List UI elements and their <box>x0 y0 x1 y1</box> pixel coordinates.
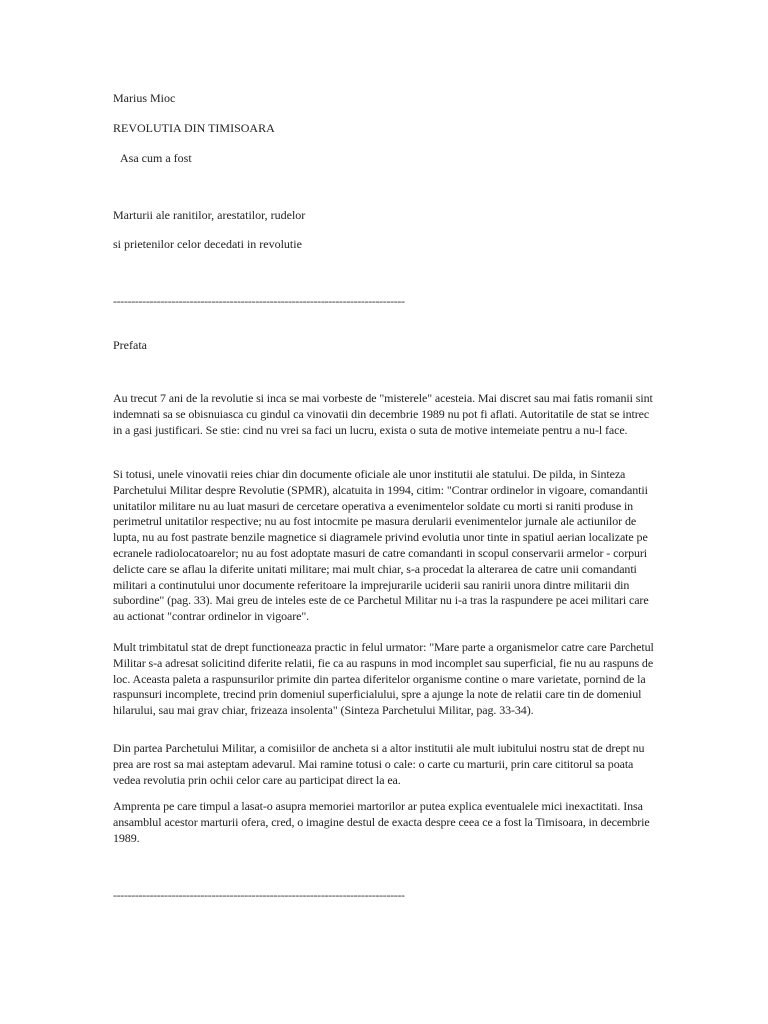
section-heading: Prefata <box>113 338 147 352</box>
document-title: REVOLUTIA DIN TIMISOARA <box>113 121 275 135</box>
paragraph-5: Amprenta pe care timpul a lasat-o asupra memoriei martorilor ar putea explica eventualele mici inexactitati. Insa ansamblul acestor marturii ofera, cred, o imagine destul de exacta despre ceea ce a fost la Timisoara, in decembrie 1989. <box>113 799 650 845</box>
paragraph-2: Si totusi, unele vinovatii reies chiar din documente oficiale ale unor institutii ale statului. De pilda, in Sinteza Parchetului Militar despre Revolutie (SPMR), alcatuita in 1994, citim: "Contrar ordinelor in vigoare, comandantii unitatilor militare nu au luat masuri de cercetare operativa a evenimentelor soldate cu morti si raniti produse in perimetrul unitatilor respective; nu au fost intocmite pe masura derularii evenimentelor jurnale ale actiunilor de lupta, nu au fost pastrate benzile magnetice si diagramele privind evolutia unor tinte in spatiul aerian localizate pe ecranele radiolocatoarelor; nu au fost adoptate masuri de catre comandanti in scopul conservarii armelor - corpuri delicte care se aflau la diferite unitati militare; mai mult chiar, s-a procedat la alterarea de catre unii comandanti militari a continutului unor documente referitoare la imprejurarile uciderii sau ranirii unora dintre militarii din subordine" (pag. 33). Mai greu de inteles este de ce Parchetul Militar nu i-a tras la raspundere pe acei militari care au actionat "contrar ordinelor in vigoare". <box>113 467 649 624</box>
paragraph-3: Mult trimbitatul stat de drept functioneaza practic in felul urmator: "Mare parte a organismelor catre care Parchetul Militar s-a adresat solicitind diferite relatii, fie ca au raspuns in mod incomplet sau superficial, fie nu au raspuns de loc. Aceasta paleta a raspunsurilor primite din partea diferitelor organisme contine o mare varietate, pornind de la raspunsuri incomplete, trecind prin domeniul superficialului, spre a ajunge la note de relatii care tin de domeniul hilarului, sau mai grav chiar, frizeaza insolenta" (Sinteza Parchetului Militar, pag. 33-34). <box>113 640 654 718</box>
divider-bottom: -------------------------------------------------------------------------------- <box>113 888 405 902</box>
paragraph-4: Din partea Parchetului Militar, a comisiilor de ancheta si a altor institutii ale mult iubitului nostru stat de drept nu prea are rost sa mai asteptam adevarul. Mai ramine totusi o cale: o carte cu marturii, prin care cititorul sa poata vedea revolutia prin ochii celor care au participat direct la ea. <box>113 741 645 787</box>
description-line-1: Marturii ale ranitilor, arestatilor, rudelor <box>113 208 306 222</box>
author-name: Marius Mioc <box>113 91 176 105</box>
description-line-2: si prietenilor celor decedati in revolutie <box>113 237 302 251</box>
paragraph-1: Au trecut 7 ani de la revolutie si inca se mai vorbeste de "misterele" acesteia. Mai discret sau mai fatis romanii sint indemnati sa se obisnuiasca cu gindul ca vinovatii din decembrie 1989 nu pot fi aflati. Autoritatile de stat se intrec in a gasi justificari. Se stie: cind nu vrei sa faci un lucru, exista o suta de motive intemeiate pentru a nu-l face. <box>113 391 653 437</box>
document-subtitle: Asa cum a fost <box>120 151 192 165</box>
divider-top: -------------------------------------------------------------------------------- <box>113 294 405 308</box>
